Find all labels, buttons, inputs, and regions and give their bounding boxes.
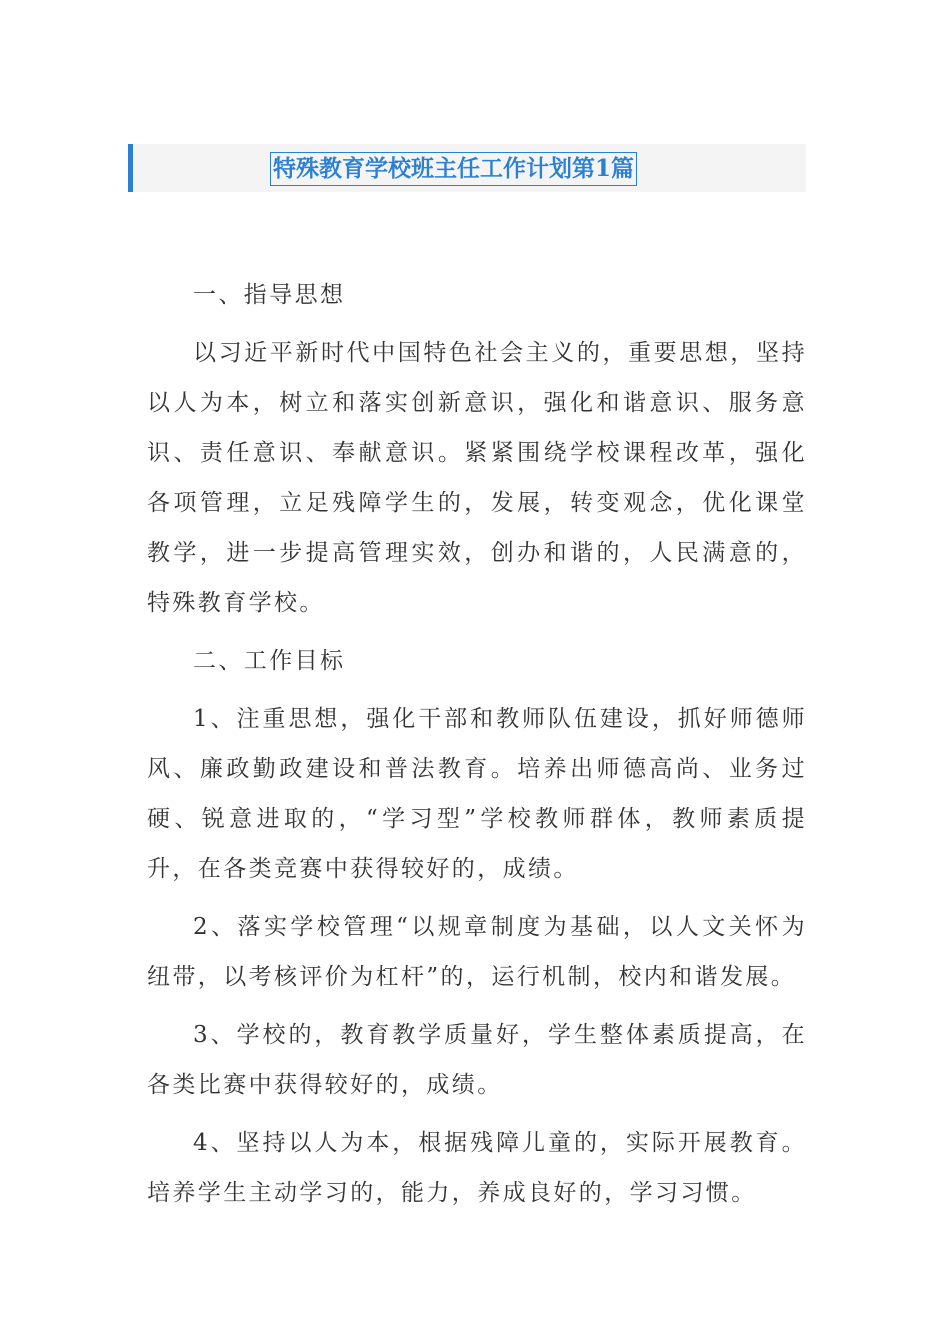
- document-body: [147, 270, 807, 1226]
- paragraph-goal-4: 4、坚持以人为本，根据残障儿童的，实际开展教育。培养学生主动学习的，能力，养成良好的，学习习惯。: [147, 1130, 807, 1206]
- paragraph-goal-1: 1、注重思想，强化干部和教师队伍建设，抓好师德师风、廉政勤政建设和普法教育。培养出师德高尚、业务过硬、锐意进取的，“学习型”学校教师群体，教师素质提升，在各类竞赛中获得较好的，成绩。: [147, 706, 807, 882]
- document-title: 特殊教育学校班主任工作计划第1篇: [270, 152, 637, 186]
- paragraph-guiding-ideology: 以习近平新时代中国特色社会主义的，重要思想，坚持以人为本，树立和落实创新意识，强化和谐意识、服务意识、责任意识、奉献意识。紧紧围绕学校课程改革，强化各项管理，立足残障学生的，发展，转变观念，优化课堂教学，进一步提高管理实效，创办和谐的，人民满意的，特殊教育学校。: [147, 340, 807, 616]
- paragraph-goal-2: 2、落实学校管理“以规章制度为基础，以人文关怀为纽带，以考核评价为杠杆”的，运行机制，校内和谐发展。: [147, 914, 807, 990]
- paragraph-goal-3: 3、学校的，教育教学质量好，学生整体素质提高，在各类比赛中获得较好的，成绩。: [147, 1022, 807, 1098]
- section-heading-guiding-ideology: 一、指导思想: [193, 282, 346, 308]
- section-heading-work-goals: 二、工作目标: [193, 648, 346, 674]
